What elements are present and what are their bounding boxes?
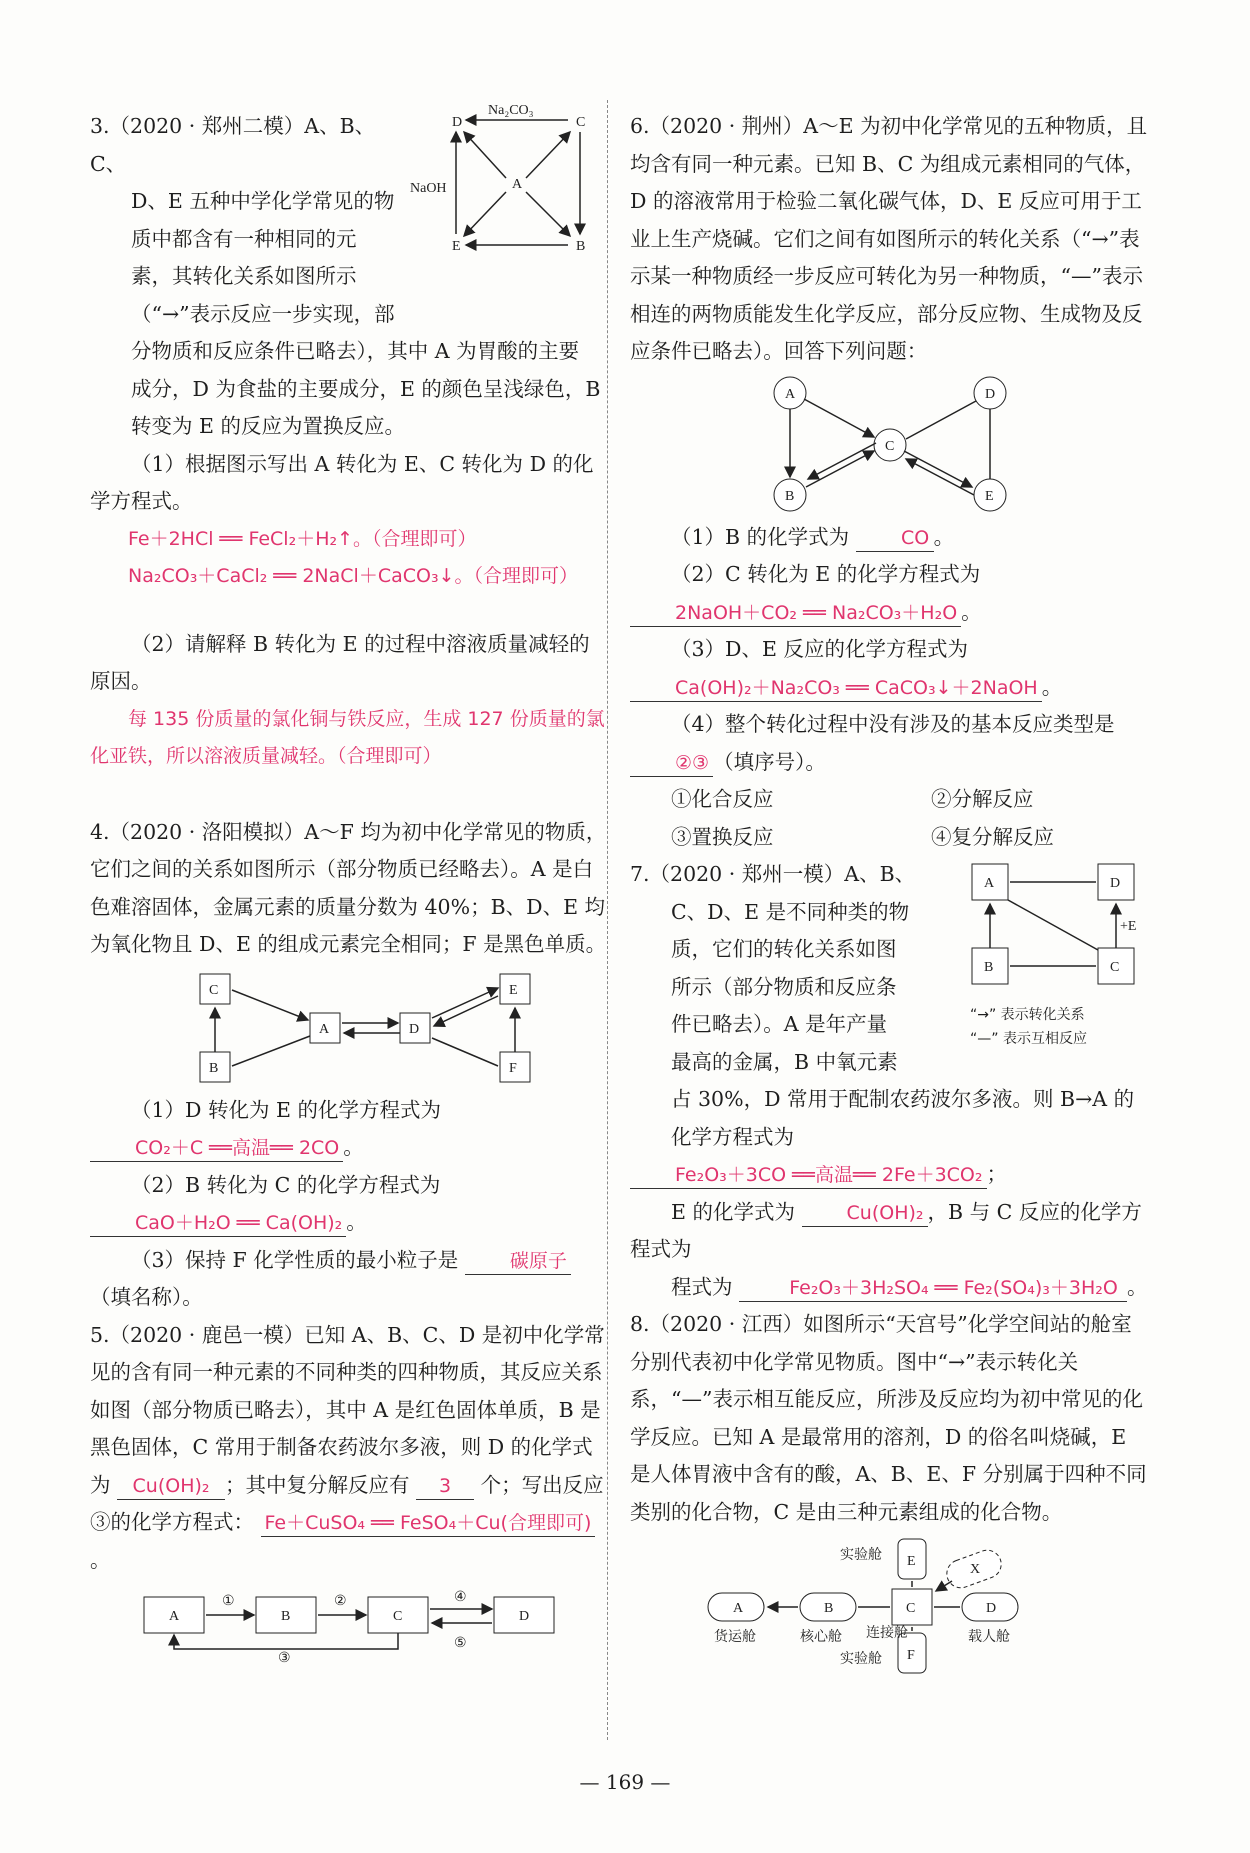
- q8-node-b: B: [824, 1601, 834, 1616]
- q5-node-b: B: [281, 1609, 291, 1624]
- q4-diagram: [160, 968, 540, 1088]
- q6-node-b: B: [785, 488, 795, 504]
- q3-stem-line: D、E 五种中学化学常见的物: [131, 189, 395, 213]
- left-column: [90, 103, 610, 1667]
- q7-part-2: [630, 1194, 1150, 1269]
- q3-stem-line: 3.（2020 · 郑州二模）A、B、C、: [90, 114, 376, 176]
- question-5: [90, 1317, 610, 1664]
- q7-node-d: D: [1110, 876, 1121, 891]
- q5-label-3: ③: [278, 1651, 291, 1663]
- question-8: [630, 1306, 1150, 1675]
- q6-option: ②分解反应: [931, 787, 1034, 811]
- q3-node-d: D: [452, 115, 463, 130]
- q6-node-c: C: [885, 438, 895, 454]
- q5-node-d: D: [519, 1609, 530, 1624]
- q3-node-e: E: [452, 239, 461, 254]
- spacer: [90, 596, 610, 626]
- q7-node-a: A: [984, 876, 995, 891]
- q4-part-3: [90, 1242, 610, 1317]
- q6-part-4-text: （4）整个转化过程中没有涉及的基本反应类型是: [671, 712, 1115, 736]
- q6-node-d: D: [985, 386, 996, 402]
- q8-node-d: D: [986, 1601, 997, 1616]
- q8-node-f: F: [907, 1648, 915, 1663]
- q5-diagram: [120, 1583, 580, 1663]
- q4-part-1: （1）D 转化为 E 的化学方程式为 CO₂＋C ══高温══ 2CO 。: [90, 1092, 610, 1167]
- q6-answer-2: 2NaOH＋CO₂ ══ Na₂CO₃＋H₂O: [630, 600, 961, 627]
- q8-label-b: 核心舱: [800, 1630, 842, 1645]
- q3-stem-line: 质中都含有一种相同的元: [131, 226, 357, 251]
- q5-label-5: ⑤: [454, 1636, 467, 1651]
- q7-legend-arrow: “→” 表示转化关系: [970, 1006, 1085, 1023]
- q3-stem-line: 素，其转化关系如图所示: [131, 264, 357, 288]
- q6-option: ④复分解反应: [931, 824, 1054, 849]
- q6-part-3-text: （3）D、E 反应的化学方程式为: [671, 637, 968, 661]
- q6-option: ③置换反应: [671, 824, 774, 849]
- q5-stem-mid: ；其中复分解反应有: [225, 1472, 410, 1497]
- q5-answer-2: 3: [416, 1473, 474, 1500]
- q3-part-2: （2）请解释 B 转化为 E 的过程中溶液质量减轻的原因。: [90, 631, 590, 693]
- q7-part-2-tail: ，B 与 C 反应的化学方程式为: [630, 1199, 1142, 1261]
- q3-answer-1: Fe＋2HCl ══ FeCl₂＋H₂↑。（合理即可）: [128, 527, 477, 550]
- q6-part-4-tail: （填序号）。: [713, 749, 826, 774]
- q6-answer-3: Ca(OH)₂＋Na₂CO₃ ══ CaCO₃↓＋2NaOH: [630, 675, 1042, 702]
- q3-stem-line: 分物质和反应条件已略去），其中 A 为胃酸的主要: [131, 339, 580, 363]
- q3-stem-line: （“→”表示反应一步实现，部: [131, 301, 395, 326]
- q7-part-3: 程式为 Fe₂O₃＋3H₂SO₄ ══ Fe₂(SO₄)₃＋3H₂O 。: [630, 1269, 1150, 1307]
- q6-part-4: [630, 706, 1150, 781]
- q4-part-3-tail: （填名称）。: [90, 1285, 203, 1309]
- q5-stem-mid2: 个；写出反应③的化学方程式：: [90, 1472, 604, 1534]
- q4-node-c: C: [209, 982, 219, 998]
- q5-node-c: C: [393, 1609, 403, 1624]
- q4-answer-3: 碳原子: [465, 1248, 571, 1275]
- q3-node-a: A: [512, 177, 523, 192]
- page-number: — 169 —: [579, 1770, 671, 1794]
- q7-part-1: 化学方程式为 Fe₂O₃＋3CO ══高温══ 2Fe＋3CO₂ ；: [630, 1119, 1150, 1194]
- q8-node-x: X: [970, 1562, 981, 1577]
- q8-label-d: 载人舱: [968, 1630, 1010, 1645]
- q4-answer-1: CO₂＋C ══高温══ 2CO: [90, 1135, 343, 1162]
- q5-label-4: ④: [454, 1590, 467, 1605]
- q8-label-c: 连接舱: [866, 1626, 908, 1641]
- q4-node-e: E: [509, 982, 518, 998]
- q6-part-3: （3）D、E 反应的化学方程式为 Ca(OH)₂＋Na₂CO₃ ══ CaCO₃↓＋2NaOH 。: [630, 631, 1150, 706]
- q6-part-2: （2）C 转化为 E 的化学方程式为 2NaOH＋CO₂ ══ Na₂CO₃＋H₂O 。: [630, 556, 1150, 631]
- q3-node-c: C: [576, 115, 586, 130]
- q3-answer-2: Na₂CO₃＋CaCl₂ ══ 2NaCl＋CaCO₃↓。（合理即可）: [128, 565, 578, 587]
- q7-stem-line: 质，它们的转化关系如图: [671, 937, 897, 961]
- q7-stem-line: 占 30%，D 常用于配制农药波尔多液。则 B→A 的: [671, 1087, 1135, 1111]
- q7-part-1-text: 化学方程式为: [671, 1124, 794, 1149]
- q7-stem-line: 件已略去）。A 是年产量: [671, 1012, 888, 1036]
- q8-label-f: 实验舱: [840, 1652, 882, 1667]
- q5-stem: 5.（2020 · 鹿邑一模）已知 A、B、C、D 是初中化学常见的含有同一种元素的不同种类的四种物质，其反应关系如图（部分物质已略去），其中 A 是红色固体单质，B 是黑色固体，C 常用于制备农药波尔多液，则 D 的化学式为 Cu(OH)₂ ；其中复分解反应有 3 个；写出反应③的化学方程式： Fe＋CuSO₄ ══ FeSO₄＋Cu(合理即可)。: [90, 1322, 605, 1572]
- q7-answer-2: Cu(OH)₂: [802, 1200, 928, 1227]
- q6-stem: 6.（2020 · 荆州）A～E 为初中化学常见的五种物质，且均含有同一种元素。已知 B、C 为组成元素相同的气体，D 的溶液常用于检验二氧化碳气体，D、E 反应可用于工业上生产烧碱。它们之间有如图所示的转化关系（“→”表示某一种物质经一步反应可转化为另一种物质，“—”表示相连的两物质能发生化学反应，部分反应物、生成物及反应条件已略去）。回答下列问题：: [630, 114, 1148, 363]
- q7-diagram: [970, 860, 1150, 990]
- right-column: [630, 108, 1150, 1679]
- q4-node-a: A: [319, 1021, 330, 1037]
- q7-answer-3: Fe₂O₃＋3H₂SO₄ ══ Fe₂(SO₄)₃＋3H₂O: [739, 1275, 1127, 1302]
- q5-answer-3: Fe＋CuSO₄ ══ FeSO₄＋Cu(合理即可): [261, 1510, 596, 1537]
- q3-answer-3: 每 135 份质量的氯化铜与铁反应，生成 127 份质量的氯化亚铁，所以溶液质量减轻。（合理即可）: [90, 707, 605, 767]
- q3-stem-line: 转变为 E 的反应为置换反应。: [131, 414, 405, 438]
- question-4: [90, 814, 610, 1317]
- q7-figure: [970, 860, 1150, 1051]
- question-6: [630, 108, 1150, 856]
- q5-label-1: ①: [222, 1594, 235, 1609]
- q7-label-plus-e: +E: [1120, 919, 1137, 934]
- q8-label-e: 实验舱: [840, 1548, 882, 1563]
- q6-node-a: A: [785, 386, 796, 402]
- q7-stem-line: 7.（2020 · 郑州一模）A、B、: [630, 862, 916, 886]
- q7-stem-line: 最高的金属，B 中氧元素: [671, 1049, 898, 1074]
- q8-node-e: E: [907, 1554, 916, 1569]
- q5-label-2: ②: [334, 1594, 347, 1609]
- q8-label-a: 货运舱: [714, 1630, 756, 1645]
- q7-node-b: B: [984, 960, 994, 975]
- q3-part-1: （1）根据图示写出 A 转化为 E、C 转化为 D 的化学方程式。: [90, 451, 594, 513]
- q4-stem: 4.（2020 · 洛阳模拟）A～F 均为初中化学常见的物质，它们之间的关系如图所示（部分物质已经略去）。A 是白色难溶固体，金属元素的质量分数为 40%；B、D、E 均为氧化物且 D、E 的组成元素完全相同；F 是黑色单质。: [90, 819, 607, 956]
- q3-diagram: [410, 102, 610, 262]
- q5-node-a: A: [169, 1609, 180, 1624]
- q7-legend-line: “—” 表示互相反应: [970, 1030, 1087, 1047]
- q6-options: [630, 781, 1150, 856]
- q4-node-d: D: [409, 1021, 420, 1037]
- question-7: [630, 856, 1150, 1306]
- q6-part-2-text: （2）C 转化为 E 的化学方程式为: [671, 562, 981, 586]
- q3-label-naoh: NaOH: [410, 181, 447, 196]
- q6-node-e: E: [985, 488, 994, 504]
- q8-stem: 8.（2020 · 江西）如图所示“天宫号”化学空间站的舱室分别代表初中化学常见物质。图中“→”表示转化关系，“—”表示相互能反应，所涉及反应均为初中常见的化学反应。已知 A 是最常用的溶剂，D 的俗名叫烧碱，E 是人体胃液中含有的酸，A、B、E、F 分别属于四种不同类别的化合物，C 是由三种元素组成的化合物。: [630, 1312, 1147, 1524]
- q4-part-1-text: （1）D 转化为 E 的化学方程式为: [131, 1097, 441, 1122]
- q8-node-a: A: [733, 1601, 744, 1616]
- q6-diagram: [770, 375, 1010, 515]
- q6-answer-1: CO: [856, 525, 934, 552]
- q6-part-1: （1）B 的化学式为 CO 。: [630, 519, 1150, 557]
- q4-part-3-text: （3）保持 F 化学性质的最小粒子是: [131, 1247, 459, 1272]
- q3-label-na2co3: Na₂CO₃: [488, 103, 534, 118]
- question-3: [90, 103, 610, 776]
- q4-answer-2: CaO＋H₂O ══ Ca(OH)₂: [90, 1210, 346, 1237]
- q4-node-f: F: [509, 1060, 517, 1076]
- q5-stem-text: 5.（2020 · 鹿邑一模）已知 A、B、C、D 是初中化学常见的含有同一种元素的不同种类的四种物质，其反应关系如图（部分物质已略去），其中 A 是红色固体单质，B 是黑色固体，C 常用于制备农药波尔多液，则 D 的化学式为: [90, 1322, 605, 1497]
- q7-answer-1: Fe₂O₃＋3CO ══高温══ 2Fe＋3CO₂: [630, 1162, 987, 1189]
- q6-answer-4: ②③: [630, 750, 713, 777]
- q8-node-c: C: [906, 1601, 916, 1616]
- q3-stem-line: 成分，D 为食盐的主要成分，E 的颜色呈浅绿色，B: [131, 376, 601, 401]
- q6-option: ①化合反应: [671, 787, 774, 811]
- q4-part-2: （2）B 转化为 C 的化学方程式为 CaO＋H₂O ══ Ca(OH)₂ 。: [90, 1167, 610, 1242]
- q7-node-c: C: [1110, 960, 1120, 975]
- q6-part-1-text: （1）B 的化学式为: [671, 524, 850, 549]
- q7-part-2-text: E 的化学式为: [671, 1199, 795, 1224]
- q5-answer-1: Cu(OH)₂: [117, 1473, 225, 1500]
- q7-stem-line: 所示（部分物质和反应条: [671, 974, 897, 999]
- q4-node-b: B: [209, 1060, 219, 1076]
- q8-diagram: [700, 1535, 1080, 1675]
- q3-node-b: B: [576, 239, 586, 254]
- q7-stem-line: C、D、E 是不同种类的物: [671, 899, 910, 924]
- q4-part-2-text: （2）B 转化为 C 的化学方程式为: [131, 1172, 441, 1197]
